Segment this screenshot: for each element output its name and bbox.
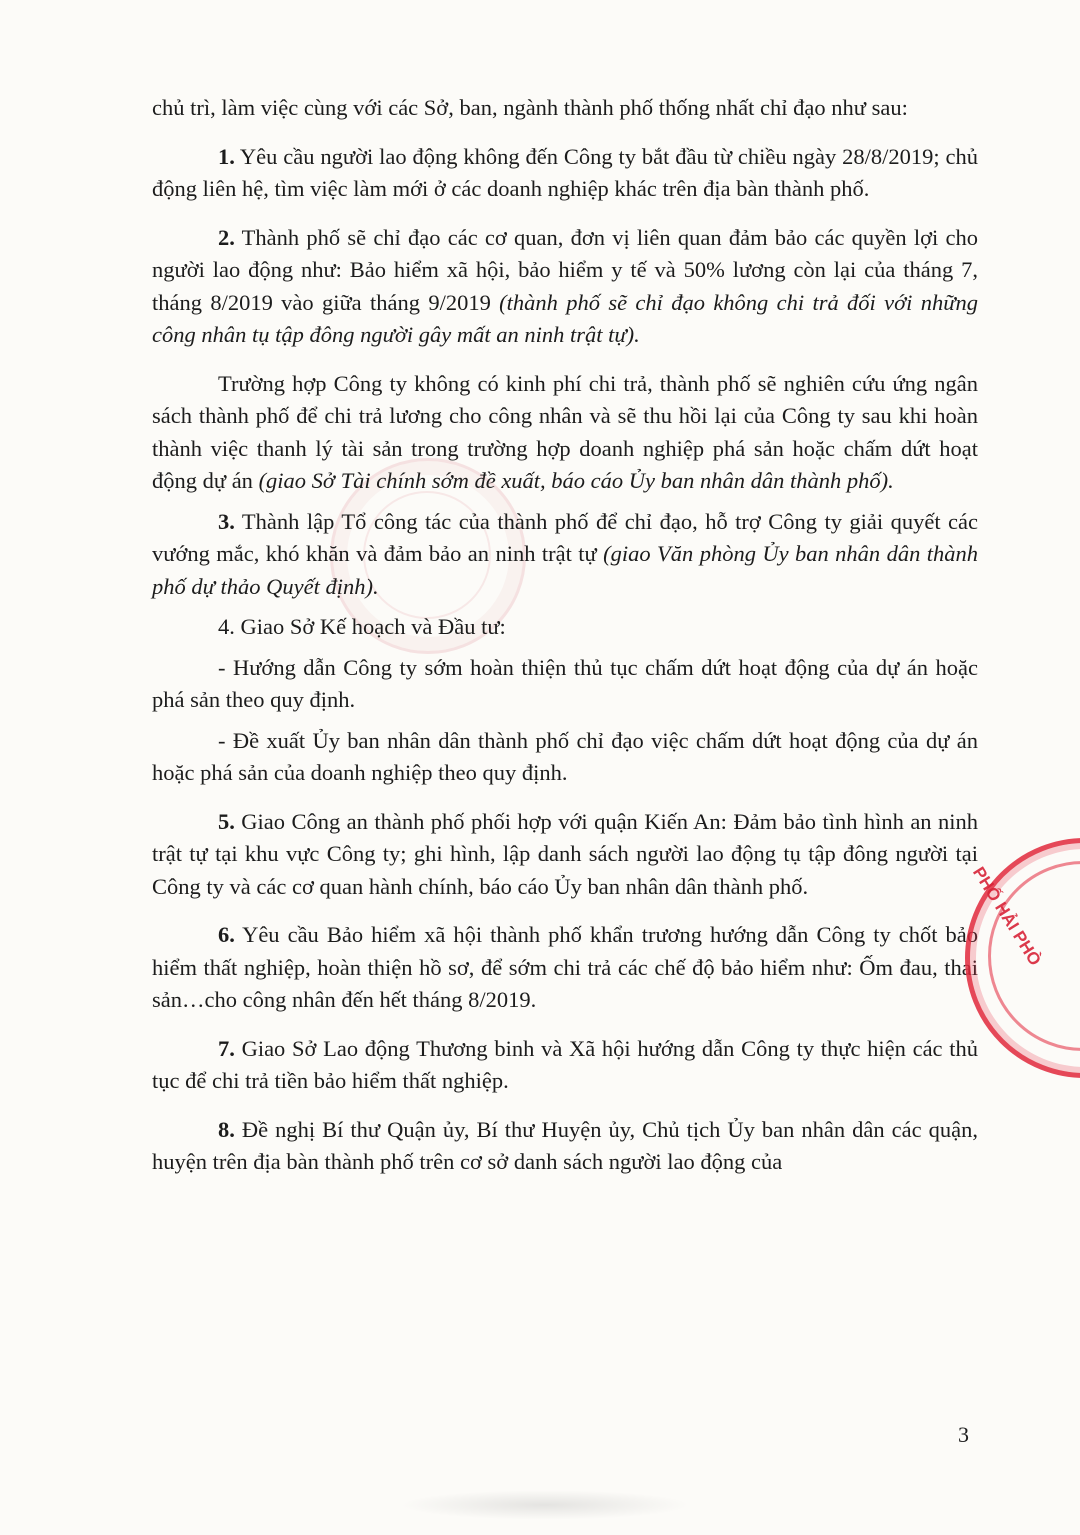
item-number: 1. xyxy=(218,143,235,169)
red-seal-stamp xyxy=(965,838,1080,1078)
paragraph-text: Giao Công an thành phố phối hợp với quận Kiến An: Đảm bảo tình hình an ninh trật tự tại khu vực Công ty; ghi hình, lập danh sách người lao động tụ tập đông người tại Công ty và các cơ quan hành chính, báo cáo Ủy ban nhân dân thành phố. xyxy=(152,808,978,899)
paragraph-item-5 xyxy=(152,806,978,904)
paragraph-italic-note: (thành phố sẽ chỉ đạo không chi trả đối với những công nhân tụ tập đông người gây mất an ninh trật tự). xyxy=(152,289,978,347)
paragraph-text: Yêu cầu Bảo hiểm xã hội thành phố khẩn trương hướng dẫn Công ty chốt bảo hiểm thất nghiệp, hoàn thiện hồ sơ, để sớm chi trả các chế độ bảo hiểm như: Ốm đau, thai sản…cho công nhân đến hết tháng 8/2019. xyxy=(152,922,978,1012)
red-seal-text: PHỐ HẢI PHÒ xyxy=(969,863,1045,969)
paragraph-text: Yêu cầu người lao động không đến Công ty bắt đầu từ chiều ngày 28/8/2019; chủ động liên hệ, tìm việc làm mới ở các doanh nghiệp khác trên địa bàn thành phố. xyxy=(152,143,978,201)
paragraph-item-6 xyxy=(152,919,978,1017)
item-number: 5. xyxy=(218,808,235,834)
paragraph-item-4-bullet-2 xyxy=(152,725,978,790)
paragraph-italic-note: (giao Sở Tài chính sớm đề xuất, báo cáo Ủy ban nhân dân thành phố). xyxy=(258,468,894,493)
paragraph-text: Trường hợp Công ty không có kinh phí chi trả, thành phố sẽ nghiên cứu ứng ngân sách thành phố để chi trả lương cho công nhân và sẽ thu hồi lại của Công ty sau khi hoàn thành việc thanh lý tài sản trong trường hợp doanh nghiệp phá sản hoặc chấm dứt hoạt động dự án xyxy=(152,370,978,493)
item-number: 6. xyxy=(218,922,235,947)
item-number: 2. xyxy=(218,224,235,250)
paragraph-budget-case xyxy=(152,368,978,498)
paragraph-item-2 xyxy=(152,222,978,352)
paragraph-text: Đề nghị Bí thư Quận ủy, Bí thư Huyện ủy, Chủ tịch Ủy ban nhân dân các quận, huyện trên địa bàn thành phố trên cơ sở danh sách người lao động của xyxy=(152,1116,978,1174)
paragraph-item-7 xyxy=(152,1033,978,1098)
paragraph-text: Thành lập Tổ công tác của thành phố để chỉ đạo, hỗ trợ Công ty giải quyết các vướng mắc, khó khăn và đảm bảo an ninh trật tự xyxy=(152,508,978,566)
paragraph-text: 4. Giao Sở Kế hoạch và Đầu tư: xyxy=(218,614,506,639)
item-number: 8. xyxy=(218,1116,235,1142)
paragraph-italic-note: (giao Văn phòng Ủy ban nhân dân thành phố dự thảo Quyết định). xyxy=(152,541,978,599)
item-number: 3. xyxy=(218,508,235,534)
paragraph-item-4 xyxy=(152,611,978,644)
paragraph-text: - Đề xuất Ủy ban nhân dân thành phố chỉ đạo việc chấm dứt hoạt động của dự án hoặc phá sản của doanh nghiệp theo quy định. xyxy=(152,727,978,785)
paragraph-item-4-bullet-1 xyxy=(152,652,978,717)
paragraph-item-8 xyxy=(152,1114,978,1179)
paragraph-text: - Hướng dẫn Công ty sớm hoàn thiện thủ tục chấm dứt hoạt động của dự án hoặc phá sản theo quy định. xyxy=(152,654,978,712)
item-number: 7. xyxy=(218,1035,235,1061)
page-number: 3 xyxy=(958,1422,969,1447)
document-body xyxy=(152,92,978,1179)
paragraph-intro-continued xyxy=(152,92,978,125)
paragraph-text: Thành phố sẽ chỉ đạo các cơ quan, đơn vị liên quan đảm bảo các quyền lợi cho người lao động như: Bảo hiểm xã hội, bảo hiểm y tế và 50% lương còn lại của tháng 7, tháng 8/2019 vào giữa tháng 9/2019 xyxy=(152,224,978,315)
scan-smudge xyxy=(400,1490,690,1520)
paragraph-item-3 xyxy=(152,506,978,604)
paragraph-text: chủ trì, làm việc cùng với các Sở, ban, ngành thành phố thống nhất chỉ đạo như sau: xyxy=(152,95,908,120)
paragraph-item-1 xyxy=(152,141,978,206)
paragraph-text: Giao Sở Lao động Thương binh và Xã hội hướng dẫn Công ty thực hiện các thủ tục để chi trả tiền bảo hiểm thất nghiệp. xyxy=(152,1035,978,1093)
